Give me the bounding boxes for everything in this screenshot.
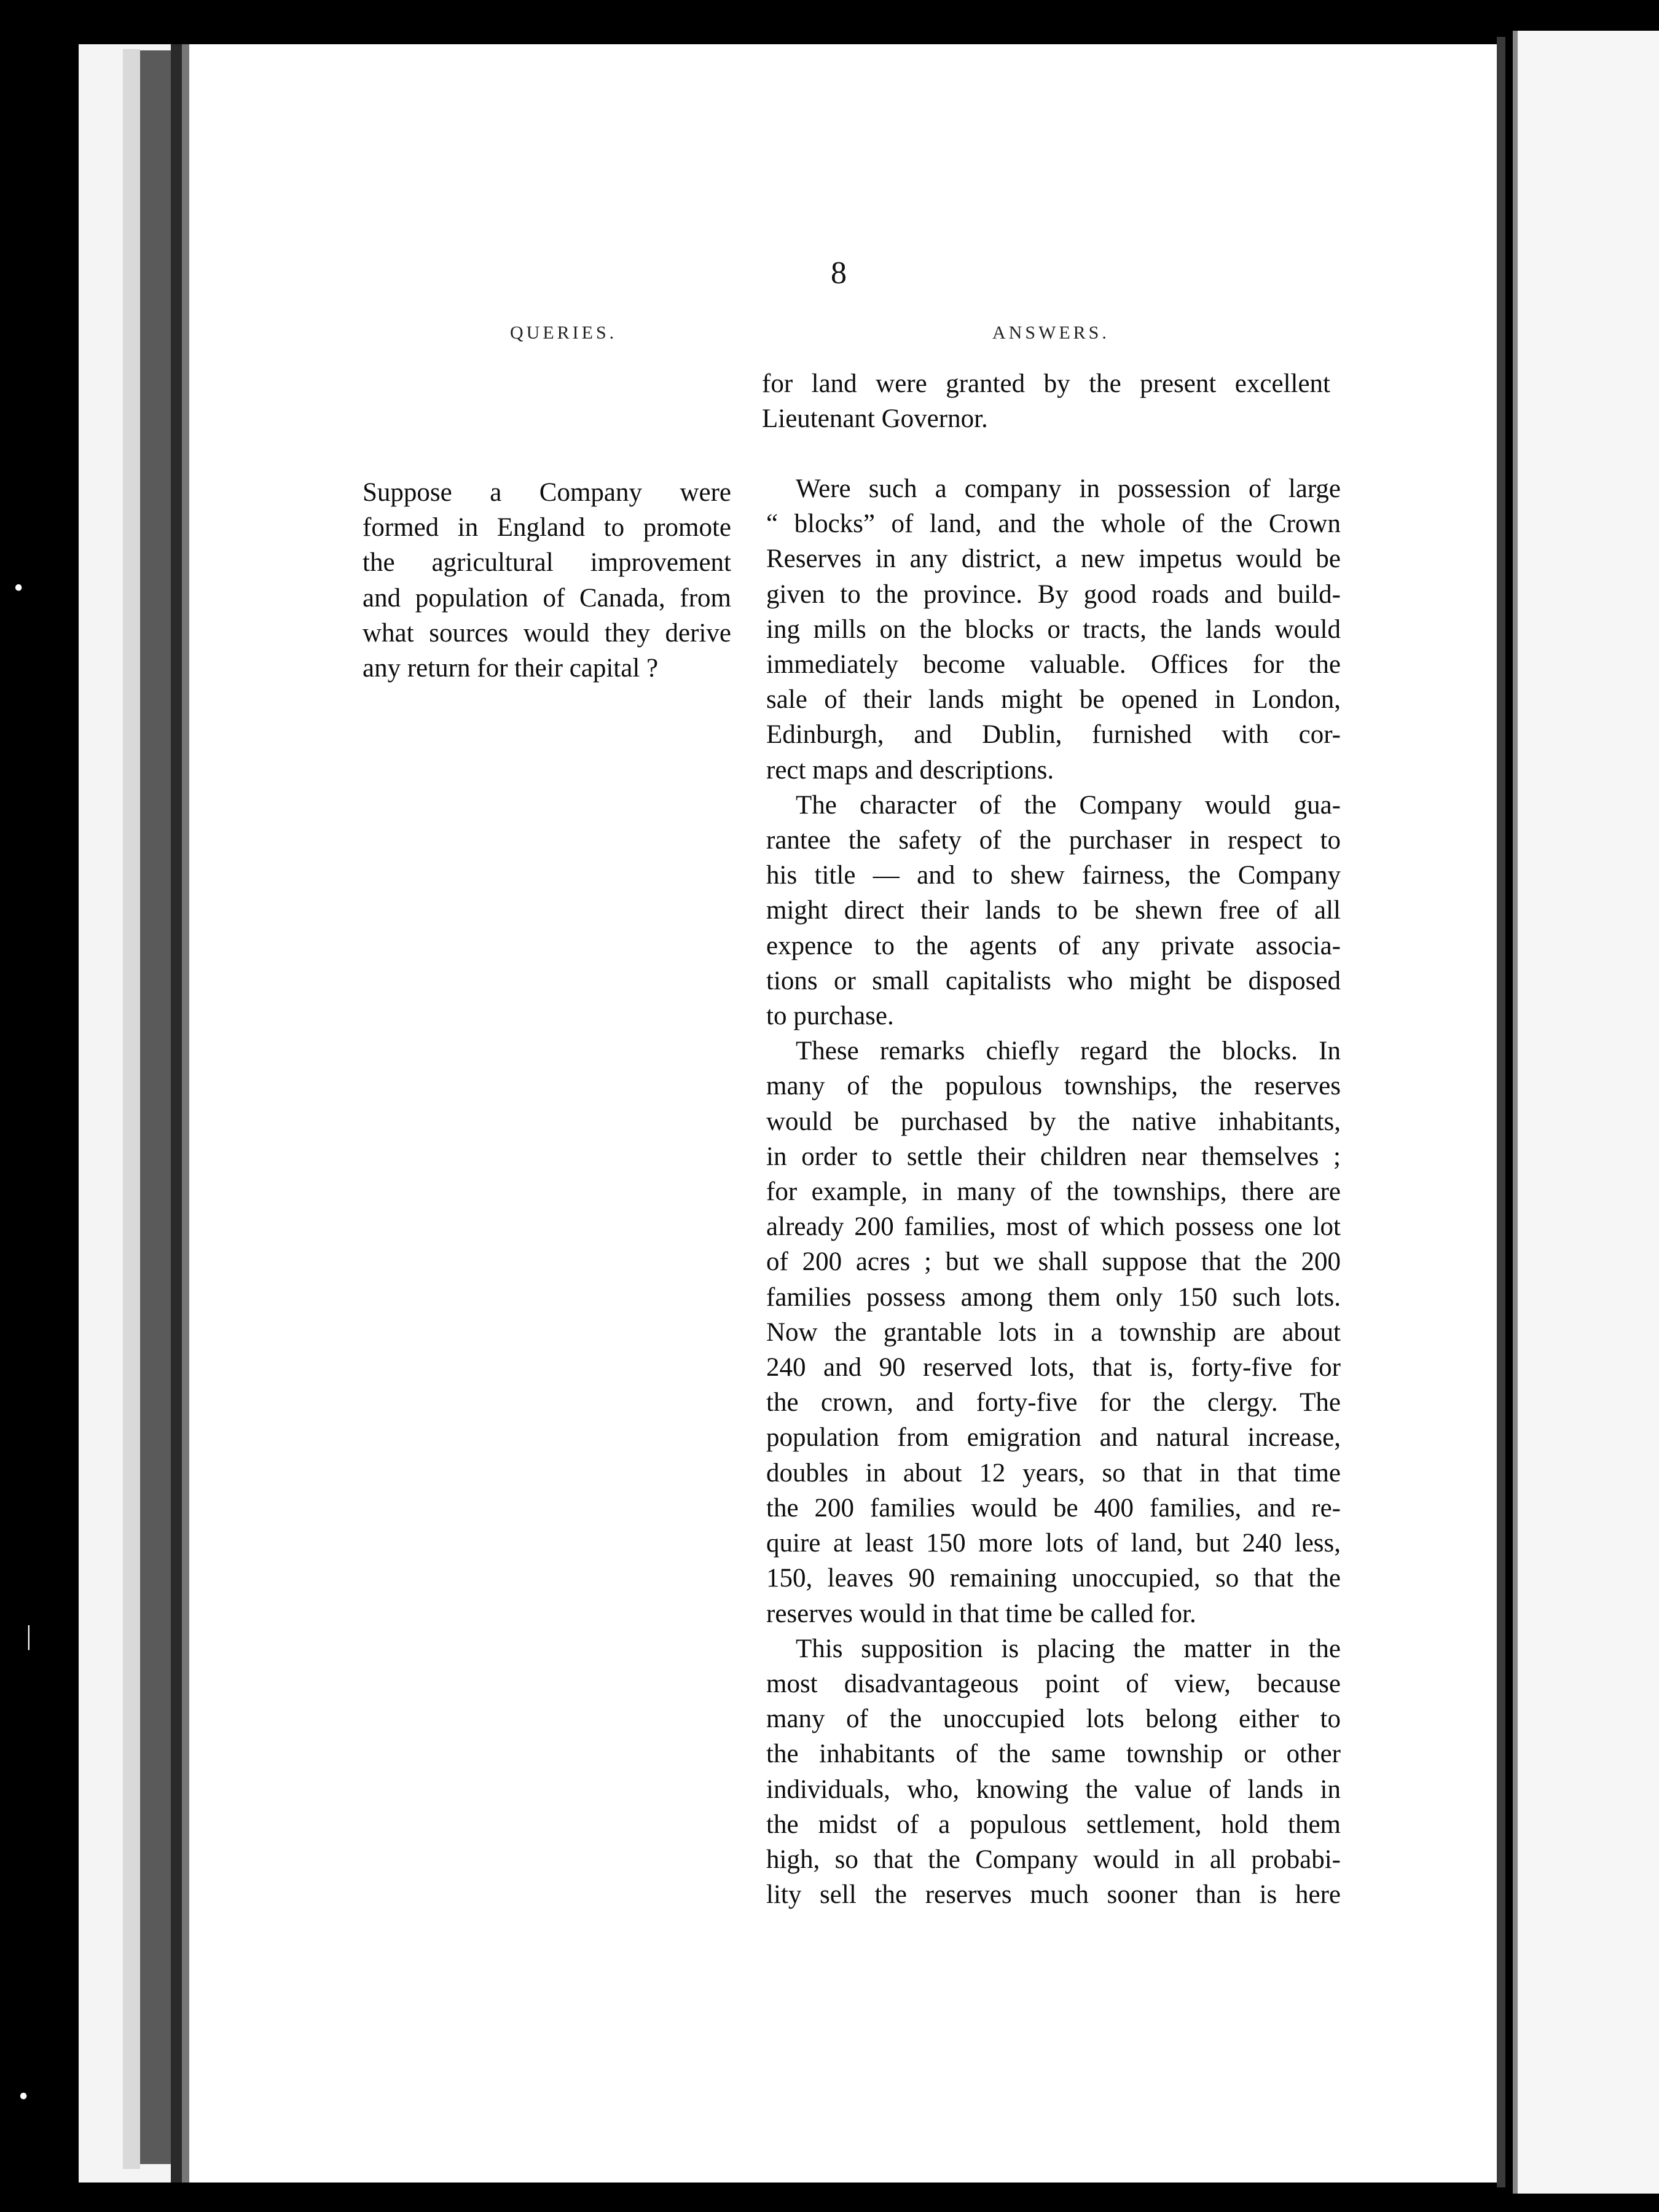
query-column xyxy=(363,475,731,686)
answer-continuation xyxy=(762,366,1330,436)
answer-line: families possess among them only 150 such lots. xyxy=(766,1282,1341,1312)
answer-line: lity sell the reserves much sooner than is here xyxy=(766,1880,1341,1910)
answer-line: the crown, and forty-five for the clergy. The xyxy=(766,1388,1341,1418)
answer-line: most disadvantageous point of view, because xyxy=(766,1669,1341,1698)
answers-heading: ANSWERS. xyxy=(992,323,1110,343)
answer-paragraph xyxy=(766,471,1341,788)
answer-line: many of the populous townships, the reserves xyxy=(766,1072,1341,1101)
answer-line: This supposition is placing the matter in the xyxy=(796,1634,1341,1663)
answer-line: quire at least 150 more lots of land, but 240 less, xyxy=(766,1529,1341,1558)
answer-column xyxy=(766,471,1341,1912)
answer-line: immediately become valuable. Offices for the xyxy=(766,650,1341,680)
answer-line: Reserves in any district, a new impetus would be xyxy=(766,544,1341,574)
answer-line: many of the unoccupied lots belong either to xyxy=(766,1704,1341,1734)
answer-line: population from emigration and natural increase, xyxy=(766,1423,1341,1453)
answer-line: the inhabitants of the same township or other xyxy=(766,1739,1341,1769)
answer-line: Now the grantable lots in a township are about xyxy=(766,1317,1341,1347)
binding-edge-light xyxy=(123,49,140,2169)
query-line: Suppose a Company were xyxy=(363,478,731,507)
answer-line: Edinburgh, and Dublin, furnished with cor- xyxy=(766,720,1341,750)
answer-line: rect maps and descriptions. xyxy=(766,755,1054,785)
page-number: 8 xyxy=(831,256,847,291)
query-line: the agricultural improvement xyxy=(363,548,731,578)
answer-paragraph xyxy=(766,788,1341,1033)
adjacent-page-edge xyxy=(1513,31,1518,2194)
answer-line: “ blocks” of land, and the whole of the Crown xyxy=(766,509,1341,539)
answer-line: high, so that the Company would in all probabi- xyxy=(766,1845,1341,1874)
answer-line: to purchase. xyxy=(766,1002,894,1031)
scan-speck: • xyxy=(14,573,23,603)
answer-line: expence to the agents of any private associa- xyxy=(766,931,1341,960)
answer-line: 150, leaves 90 remaining unoccupied, so that the xyxy=(766,1564,1341,1593)
answer-line: sale of their lands might be opened in London, xyxy=(766,685,1341,715)
answer-line: the midst of a populous settlement, hold them xyxy=(766,1810,1341,1839)
answer-paragraph xyxy=(766,1033,1341,1631)
answer-line: already 200 families, most of which possess one lot xyxy=(766,1212,1341,1242)
queries-heading: QUERIES. xyxy=(510,323,618,343)
answer-line: doubles in about 12 years, so that in that time xyxy=(766,1458,1341,1488)
answer-line: his title — and to shew fairness, the Company xyxy=(766,861,1341,890)
answer-line: reserves would in that time be called for. xyxy=(766,1599,1196,1628)
answer-line: might direct their lands to be shewn free of all xyxy=(766,896,1341,925)
answer-line: individuals, who, knowing the value of lands in xyxy=(766,1775,1341,1804)
answer-line: The character of the Company would gua- xyxy=(796,790,1341,820)
query-line: and population of Canada, from xyxy=(363,583,731,613)
answer-line: for example, in many of the townships, there are xyxy=(766,1177,1341,1207)
answer-line: rantee the safety of the purchaser in respect to xyxy=(766,826,1341,855)
answer-line: the 200 families would be 400 families, and re- xyxy=(766,1493,1341,1523)
answer-line: of 200 acres ; but we shall suppose that the 200 xyxy=(766,1247,1341,1277)
answer-line: in order to settle their children near themselves ; xyxy=(766,1142,1341,1171)
page-right-edge xyxy=(1497,37,1505,2187)
answer-line: would be purchased by the native inhabitants, xyxy=(766,1107,1341,1136)
answer-line: Lieutenant Governor. xyxy=(762,404,988,434)
answer-line: These remarks chiefly regard the blocks. In xyxy=(796,1037,1341,1066)
answer-line: for land were granted by the present excellent xyxy=(762,369,1330,398)
query-line: any return for their capital ? xyxy=(363,654,659,683)
adjacent-page xyxy=(1513,31,1659,2194)
scan-speck: | xyxy=(25,1620,33,1650)
scan-speck: • xyxy=(18,2081,28,2111)
answer-line: 240 and 90 reserved lots, that is, forty-five for xyxy=(766,1353,1341,1382)
answer-line: tions or small capitalists who might be disposed xyxy=(766,966,1341,995)
query-line: what sources would they derive xyxy=(363,618,731,648)
query-line: formed in England to promote xyxy=(363,513,731,543)
answer-line: given to the province. By good roads and build- xyxy=(766,579,1341,609)
binding-edge xyxy=(140,50,175,2164)
answer-paragraph xyxy=(766,1631,1341,1913)
answer-line: Were such a company in possession of large xyxy=(796,474,1341,503)
answer-line: ing mills on the blocks or tracts, the lands would xyxy=(766,614,1341,644)
